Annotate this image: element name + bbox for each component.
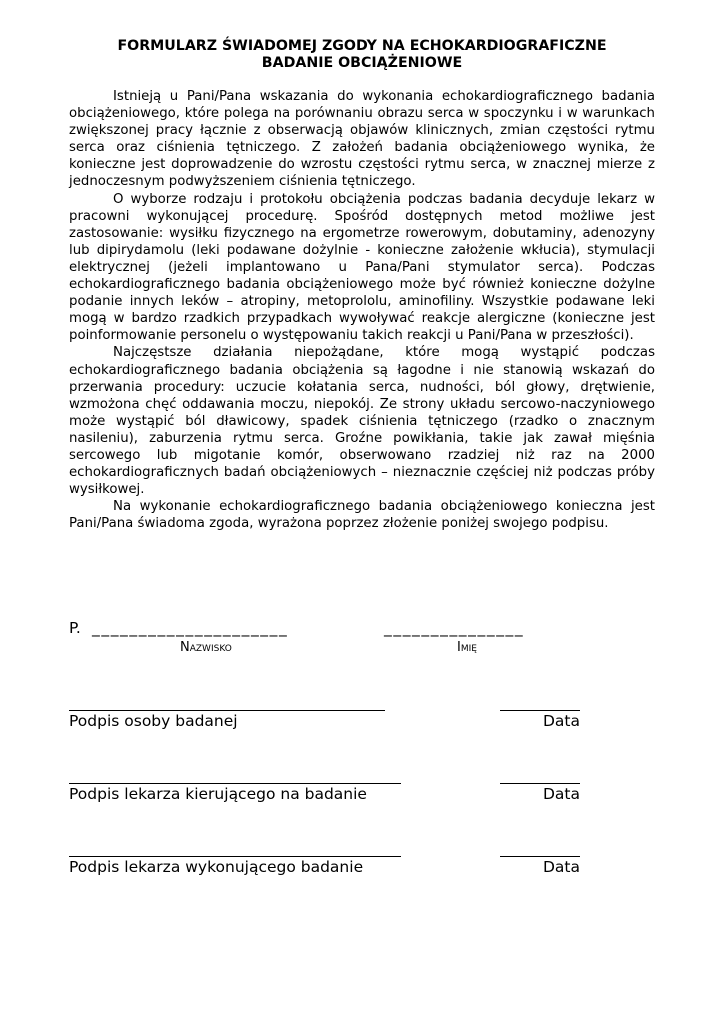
firstname-field[interactable]: _______________ <box>384 619 525 637</box>
signature-label-referring-doctor: Podpis lekarza kierującego na badanie <box>69 785 367 803</box>
date-label-patient: Data <box>542 712 580 730</box>
signature-label-performing-doctor: Podpis lekarza wykonującego badanie <box>69 858 364 876</box>
name-prefix: P. <box>69 619 81 637</box>
surname-label: Nazwisko <box>180 640 232 655</box>
paragraph-consent: Na wykonanie echokardiograficznego badania obciążeniowego konieczna jest Pani/Pana świadoma zgoda, wyrażona poprzez złożenie poniżej swojego podpisu. <box>69 499 655 532</box>
paragraph-protocol: O wyborze rodzaju i protokołu obciążenia podczas badania decyduje lekarz w pracowni wykonującej procedurę. Spośród dostępnych metod możliwe jest zastosowanie: wysiłku fizycznego na ergometrze rowerowym, dobutaminy, adenozyny lub dipirydamolu (leki podawane dożylnie - konieczne założenie wkłucia), stymulacji elektrycznej (jeżeli implantowano u Pana/Pani stymulator serca). Podczas echokardiograficznego badania obciążeniowego może być również konieczne dożylne podanie innych leków – atropiny, metoprololu, aminofiliny. Wszystkie podawane leki mogą w bardzo rzadkich przypadkach wywoływać reakcje alergiczne (konieczne jest poinformowanie personelu o występowaniu takich reakcji u Pani/Pana w przeszłości). <box>69 191 655 344</box>
paragraph-side-effects: Najczęstsze działania niepożądane, które mogą wystąpić podczas echokardiograficznego badania obciążenia są łagodne i nie stanowią wskazań do przerwania procedury: uczucie kołatania serca, nudności, ból głowy, drętwienie, wzmożona chęć oddawania moczu, niepokój. Ze strony układu sercowo-naczyniowego może wystąpić ból dławicowy, spadek ciśnienia tętniczego (rzadko o znacznym nasileniu), zaburzenia rytmu serca. Groźne powikłania, takie jak zawał mięśnia sercowego lub migotanie komór, obserwowano rzadziej niż raz na 2000 echokardiograficznych badań obciążeniowych – nieznacznie częściej niż podczas próby wysiłkowej. <box>69 345 655 498</box>
form-title-line1: FORMULARZ ŚWIADOMEJ ZGODY NA ECHOKARDIOGRAFICZNE <box>117 38 607 54</box>
date-label-performing-doctor: Data <box>542 858 580 876</box>
form-body <box>69 88 655 532</box>
date-label-referring-doctor: Data <box>542 785 580 803</box>
signature-label-patient: Podpis osoby badanej <box>69 712 238 730</box>
firstname-label: Imię <box>457 640 477 655</box>
form-title-line2: BADANIE OBCIĄŻENIOWE <box>261 55 463 71</box>
surname-field[interactable]: _____________________ <box>92 619 289 637</box>
paragraph-indications: Istnieją u Pani/Pana wskazania do wykonania echokardiograficznego badania obciążeniowego, które polega na porównaniu obrazu serca w spoczynku i w warunkach zwiększonej pracy łącznie z obserwacją objawów klinicznych, zmian częstości rytmu serca oraz ciśnienia tętniczego. Z założeń badania obciążeniowego wynika, że konieczne jest doprowadzenie do wzrostu częstości rytmu serca, w znacznej mierze z jednoczesnym podwyższeniem ciśnienia tętniczego. <box>69 89 655 190</box>
